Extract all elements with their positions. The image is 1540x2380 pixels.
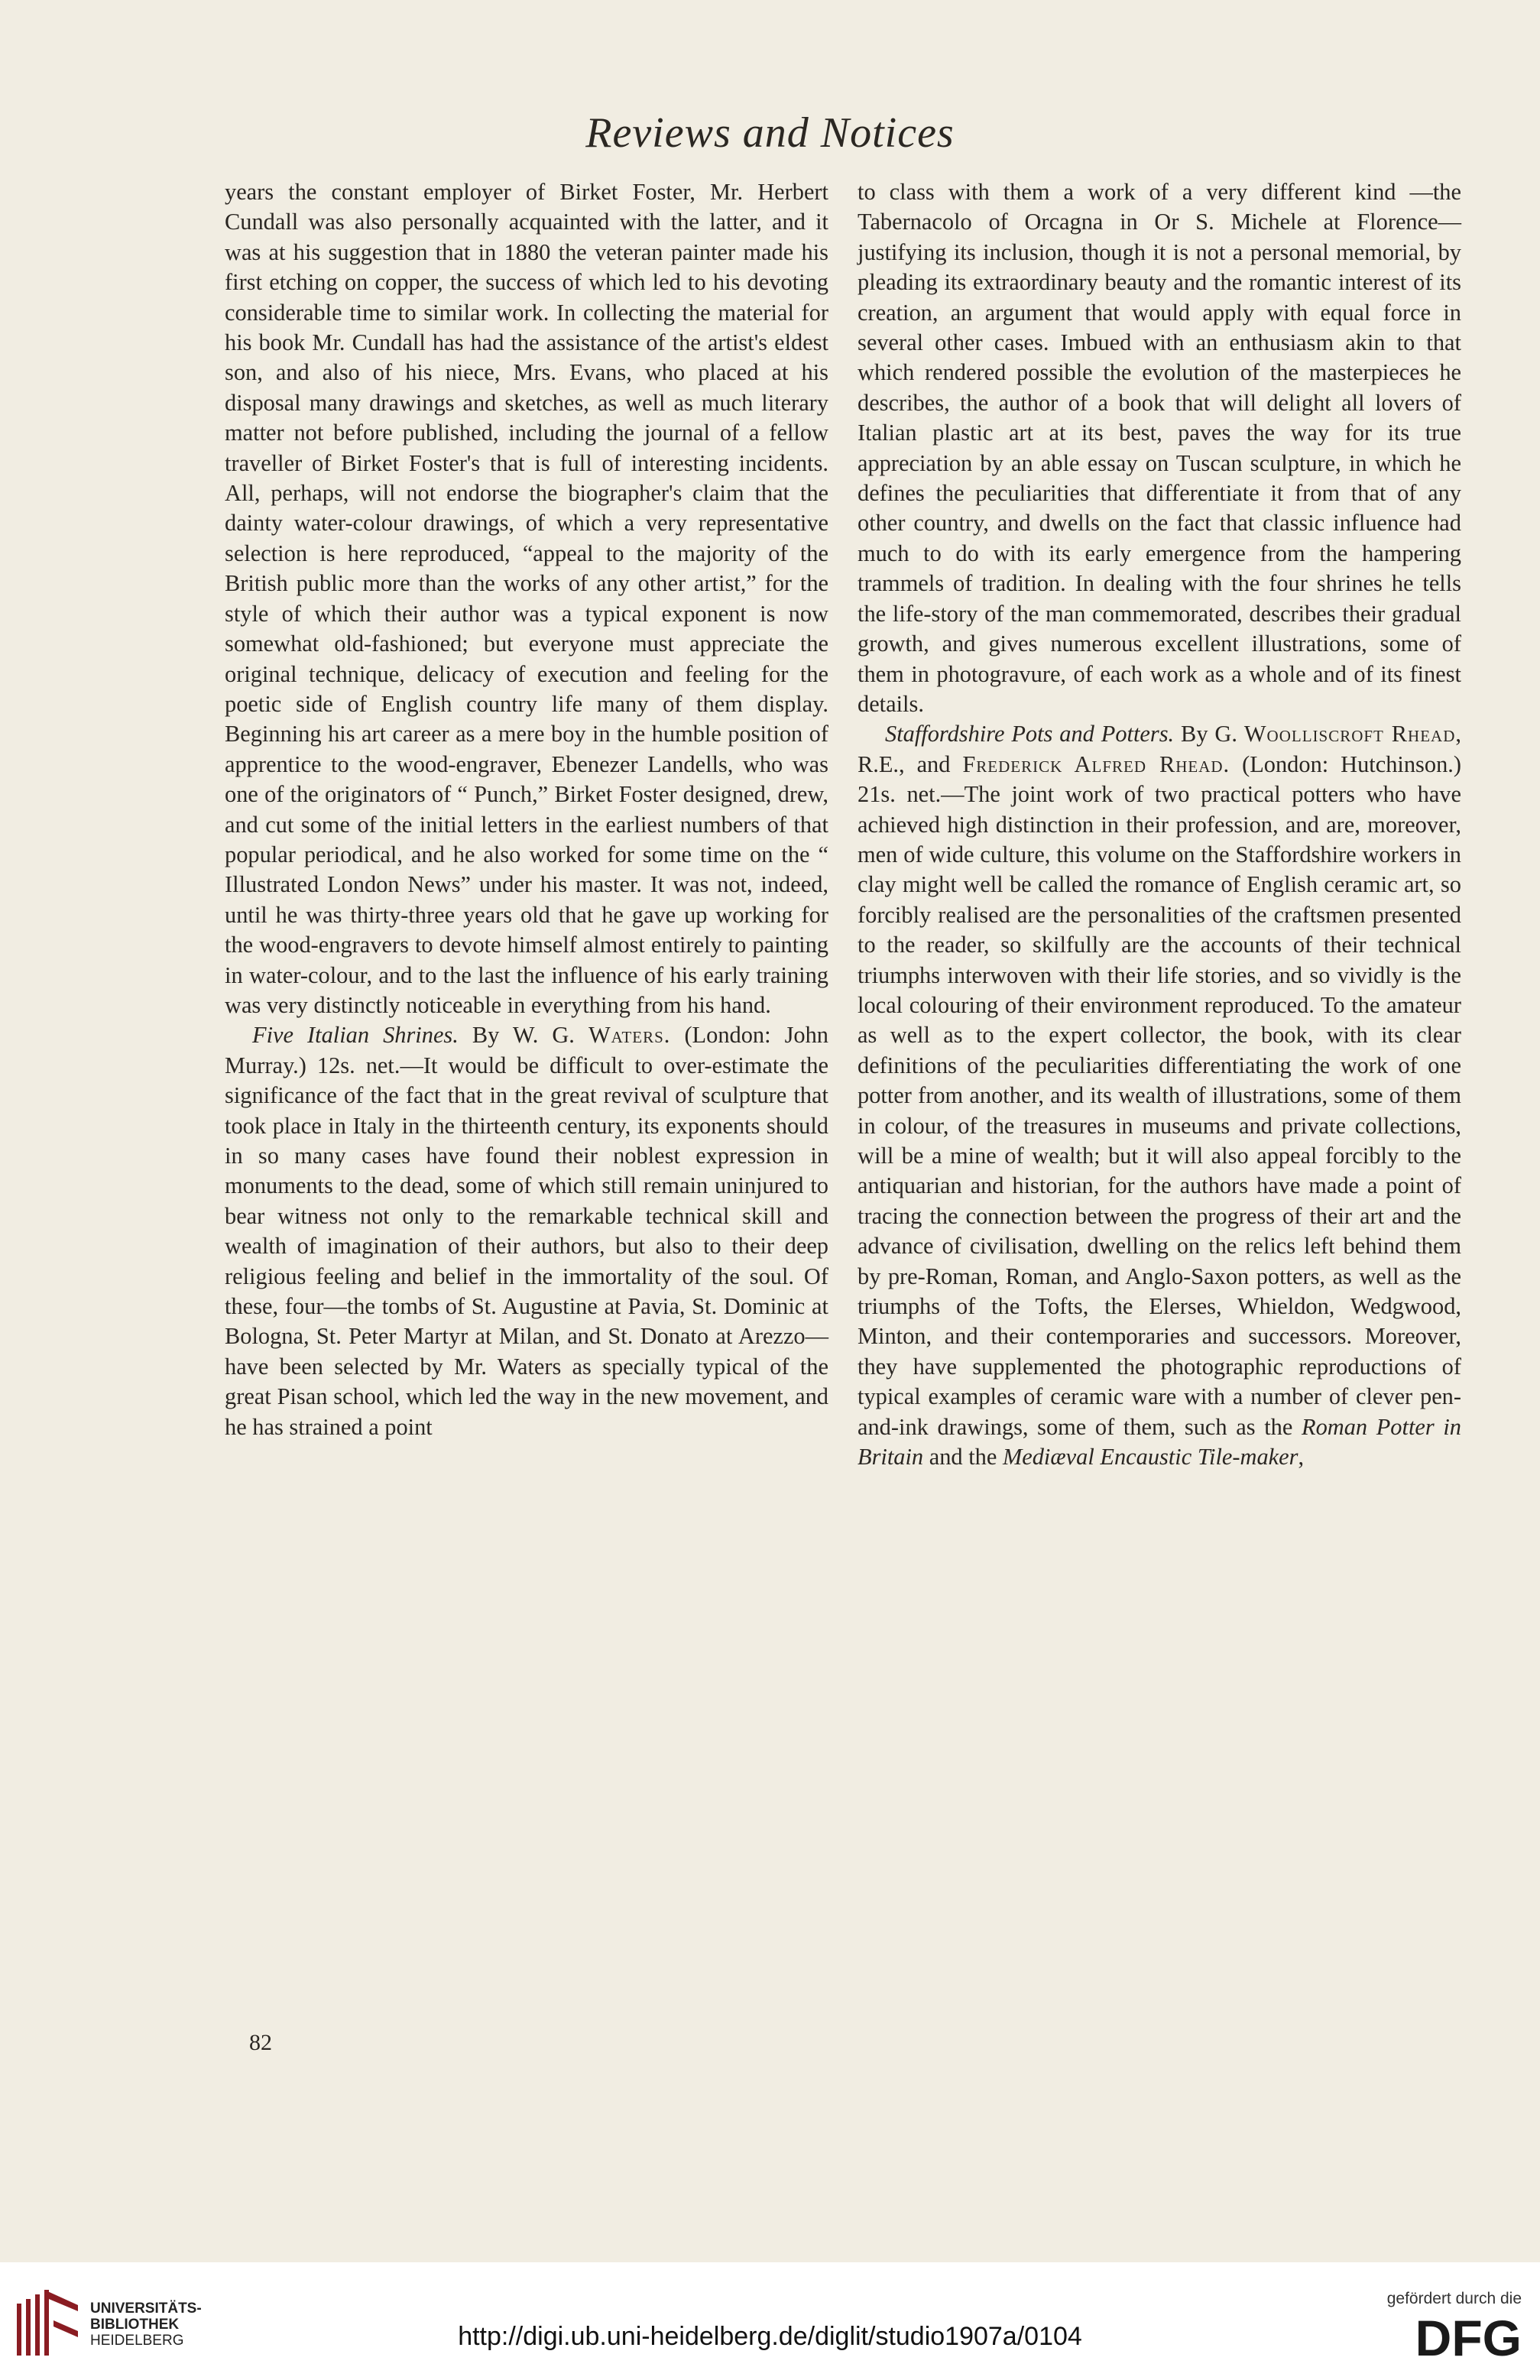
dfg-logo-icon	[1392, 2313, 1522, 2360]
author-name: Waters.	[588, 1022, 671, 1049]
review-body: (London: John Murray.) 12s. net.—It would be difficult to over-estimate the significance of the fact that in the great revival of sculpture that took place in Italy in the thirteenth century, its exponents should in so many cases have found their noblest expression in monuments to the dead, some of which still remain uninjured to bear witness not only to the remarkable technical skill and wealth of imagination of their authors, but also to their deep religious feeling and belief in the immortality of the soul. Of these, four—the tombs of St. Augustine at Pavia, St. Dominic at Bologna, St. Peter Martyr at Milan, and St. Donato at Arezzo—have been selected by Mr. Waters as specially typical of the great Pisan school, which led the way in the new movement, and he has strained a point	[225, 1022, 828, 1440]
funder-credit	[1387, 2290, 1522, 2360]
source-url-link[interactable]: http://digi.ub.uni-heidelberg.de/diglit/studio1907a/0104	[458, 2322, 1082, 2351]
library-name-line: UNIVERSITÄTS-	[90, 2301, 202, 2317]
paragraph-birket-foster: years the constant employer of Birket Foster, Mr. Herbert Cundall was also personally acquainted with the latter, and it was at his suggestion that in 1880 the veteran painter made his first etching on copper, the success of which led to his devoting considerable time to similar work. In collecting the material for his book Mr. Cundall has had the assistance of the artist's eldest son, and also of his niece, Mrs. Evans, who placed at his disposal many drawings and sketches, as well as much literary matter not before published, including the journal of a fellow traveller of Birket Foster's that is full of interesting incidents. All, perhaps, will not endorse the biographer's claim that the dainty water-colour drawings, of which a very representative selection is here reproduced, “appeal to the majority of the British public more than the works of any other artist,” for the style of which their author was a typical exponent is now somewhat old-fashioned; but everyone must appreciate the original technique, delicacy of execution and feeling for the poetic side of English country life many of them display. Beginning his art career as a mere boy in the humble position of apprentice to the wood-engraver, Ebenezer Landells, who was one of the originators of “ Punch,” Birket Foster designed, drew, and cut some of the initial letters in the earliest numbers of that popular periodical, and he also worked for some time on the “ Illustrated London News” under his master. It was not, indeed, until he was thirty-three years old that he gave up working for the wood-engravers to devote himself almost entirely to painting in water-colour, and to the last the influence of his early training was very distinctly noticeable in everything from his hand.	[225, 179, 828, 1018]
review-body: (London: Hutchinson.) 21s. net.—The joint work of two practical potters who have achieved high distinction in their profession, and are, moreover, men of wide culture, this volume on the Staffordshire workers in clay might well be called the romance of English ceramic art, so forcibly realised are the personalities of the craftsmen presented to the reader, so skilfully are the accounts of their technical triumphs interwoven with their life stories, and so vividly is the local colouring of their environment reproduced. To the amateur as well as to the expert collector, the book, with its clear definitions of the peculiarities differentiating the work of one potter from another, and its wealth of illustrations, some of them in colour, of the treasures in museums and private collections, will be a mine of wealth; but it will also appeal forcibly to the antiquarian and historian, for the authors have made a point of tracing the connection between the progress of their art and the advance of civilisation, dwelling on the relics left behind them by pre-Roman, Roman, and Anglo-Saxon potters, as well as the triumphs of the Tofts, the Elerses, Whieldon, Wedgwood, Minton, and their contemporaries and successors. Moreover, they have supplemented the photographic reproductions of typical examples of ceramic ware with a number of clever pen-and-ink drawings, some of them, such as the	[858, 751, 1461, 1440]
dfg-logo-text: DFG	[1415, 2313, 1522, 2360]
review-byline: By W. G.	[458, 1022, 588, 1049]
library-name-line: HEIDELBERG	[90, 2333, 184, 2349]
author-name: Frederick Alfred Rhead.	[962, 751, 1230, 777]
review-byline: By G.	[1174, 721, 1244, 747]
paragraph-tabernacolo: to class with them a work of a very different kind —the Tabernacolo of Orcagna in Or S. Michele at Florence—justifying its inclusion, though it is not a personal memorial, by pleading its extraordinary beauty and the romantic interest of its creation, an argument that would apply with equal force in several other cases. Imbued with an enthusiasm akin to that which rendered possible the evolution of the masterpieces he describes, the author of a book that will delight all lovers of Italian plastic art at its best, paves the way for its true appreciation by an able essay on Tuscan sculpture, in which he defines the peculiarities that differentiate it from that of any other country, and dwells on the fact that classic influence had much to do with its early emergence from the hampering trammels of tradition. In dealing with the four shrines he tells the life-story of the man commemorated, describes their gradual growth, and gives numerous excellent illustrations, some of them in photogravure, of each work as a whole and of its finest details.	[858, 179, 1461, 717]
digitization-footer	[0, 2262, 1540, 2380]
right-column	[858, 177, 1461, 1472]
review-staffordshire-pots	[858, 719, 1461, 1472]
author-name: Woolliscroft Rhead	[1243, 721, 1456, 747]
review-conjunction: and the	[923, 1444, 1003, 1470]
library-name-line: BIBLIOTHEK	[90, 2317, 180, 2333]
illustration-title: Mediæval Encaustic Tile-maker	[1002, 1444, 1298, 1470]
page-number: 82	[249, 2030, 272, 2055]
running-head: Reviews and Notices	[585, 109, 955, 157]
review-trailing-punct: ,	[1298, 1444, 1305, 1470]
review-five-italian-shrines	[225, 1020, 828, 1442]
funder-note: gefördert durch die	[1386, 2290, 1522, 2307]
review-byline-mid: , R.E., and	[858, 721, 1461, 777]
left-column	[225, 177, 828, 1442]
illustration-title: Roman Potter in Britain	[858, 1413, 1461, 1470]
book-title: Five Italian Shrines.	[252, 1022, 459, 1049]
book-title: Staffordshire Pots and Potters.	[885, 721, 1175, 747]
